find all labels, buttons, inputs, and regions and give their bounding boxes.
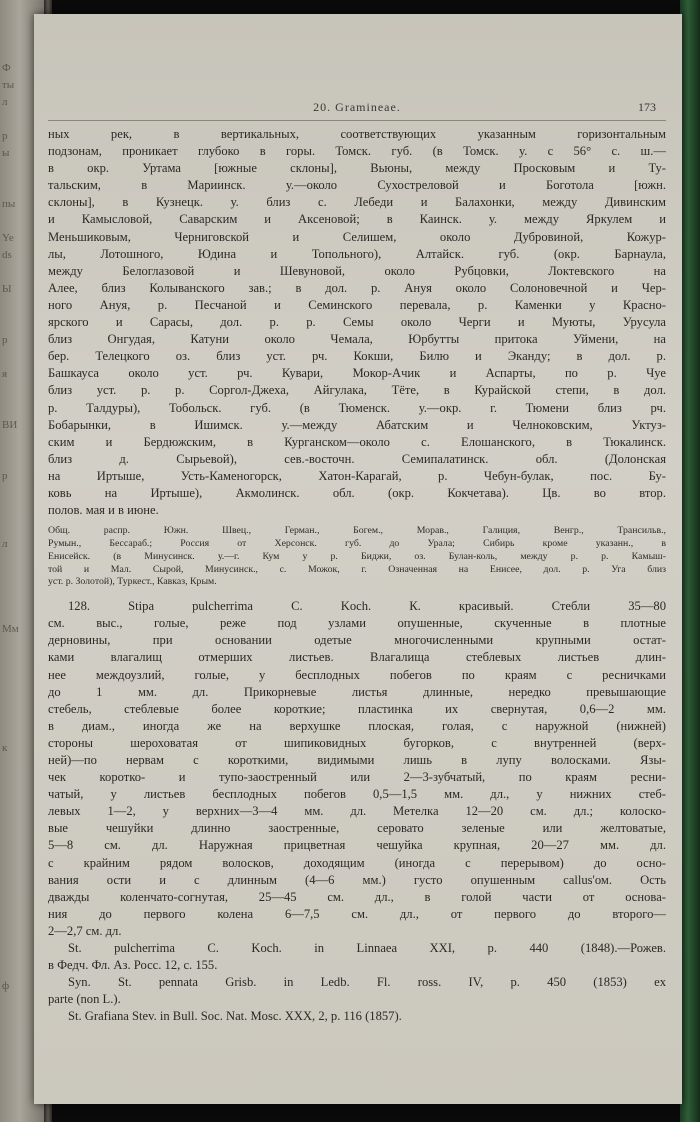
text-line: Алее, близ Колыванского зав.; в дол. р. Ануя около Солоновечной и Чер-: [48, 280, 666, 295]
left-page-fragment: ds: [2, 249, 12, 261]
species-entry: [48, 598, 666, 940]
text-line: ковь на Иртыше), Акмолинск. обл. (окр. Кокчетава). Цв. во втор.: [48, 485, 666, 500]
text-line: ским и Бердюжским, в Курганском—около с. Елошанского, в Тюкалинск.: [48, 434, 666, 449]
text-line: близ Онгудая, Катуни около Чемала, Юрбутты притока Уймени, на: [48, 332, 666, 347]
entry-line: нее междоузлий, голые, у бесплодных побегов по краям с ресничками: [48, 667, 666, 682]
left-page-fragment: р: [2, 130, 8, 142]
reference-line: St. Grafiana Stev. in Bull. Soc. Nat. Mosc. XXX, 2, p. 116 (1857).: [68, 1009, 402, 1024]
distribution-line: той и Мал. Сырой, Минусинск., с. Можок, г. Означенная на Енисее, дол. р. Уга близ: [48, 563, 666, 575]
text-line: ярского и Сарасы, дол. р. р. Семы около Черги и Муюты, Урусула: [48, 315, 666, 330]
text-line: лы, Лотошного, Юдина и Топольного), Алтайск. губ. (окр. Барнаула,: [48, 246, 666, 261]
reference-line: Syn. St. pennata Grisb. in Ledb. Fl. ross. IV, p. 450 (1853) ex: [68, 975, 666, 990]
text-line: Башкауса около уст. рч. Кувари, Мокор-Ачик и Аспарты, по р. Чуе: [48, 366, 666, 381]
section-title: 20. Gramineae.: [313, 100, 401, 114]
entry-line: ней)—по нервам с короткими, видимыми лишь в лупу волосками. Язы-: [48, 752, 666, 767]
left-page-fragment: пы: [2, 198, 16, 210]
text-line: бер. Телецкого оз. близ уст. рч. Кокши, Билю и Эканду; в дол. р.: [48, 349, 666, 364]
book-cover-edge: [680, 0, 700, 1122]
text-line: ных рек, в вертикальных, соответствующих указанным горизонтальным: [48, 127, 666, 141]
left-page-fragment: ф: [2, 980, 10, 992]
entry-line: в диам., иногда же на верхушке плоская, голая, с наружной (нижней): [48, 718, 666, 733]
distribution-note: [48, 525, 666, 589]
left-page-fragment: к: [2, 742, 8, 754]
text-line: Меньшиковым, Черниговской и Селишем, около Дубровиной, Кожур-: [48, 229, 666, 244]
entry-line: 5—8 см. дл. Наружная прицветная чешуйка крупная, 20—27 мм. дл.: [48, 838, 666, 853]
entry-line: см. выс., голые, реже под узлами опушенные, скученные в плотные: [48, 616, 666, 631]
entry-line: вые чешуйки длинно заостренные, серовато зеленые или желтоватые,: [48, 821, 666, 836]
entry-line: вания ости и с длинным (4—6 мм.) густо опушенным callus'ом. Ость: [48, 872, 666, 887]
text-line: и Камысловой, Саварским и Аксеновой; в Каинск. у. между Яркулем и: [48, 212, 666, 227]
text-line: близ д. Сырьевой), сев.-восточн. Семипалатинск. обл. (Долонская: [48, 451, 666, 466]
references: [48, 940, 666, 1025]
entry-line: дважды коленчато-согнутая, 25—45 см. дл., в голой части от основа-: [48, 889, 666, 904]
distribution-line: Енисейск. (в Минусинск. у.—г. Кум у р. Биджи, оз. Булан-коль, между р. р. Камыш-: [48, 550, 666, 562]
reference-line: St. pulcherrima C. Koch. in Linnaea XXI, p. 440 (1848).—Рожев.: [68, 941, 666, 956]
text-line: в окр. Уртама [южные склоны], Вьюны, между Просковым и Ту-: [48, 161, 666, 176]
left-page-fragment: Ы: [2, 283, 12, 295]
left-page-fragment: Мм: [2, 623, 19, 635]
left-page-fragment: р: [2, 470, 8, 482]
text-line: склоны], в Кузнецк. у. близ с. Лебеди и Балахонки, между Дивинским: [48, 195, 666, 210]
entry-line: с крайним рядом волосков, доходящим (иногда с перерывом) до осно-: [48, 855, 666, 870]
entry-line: дерновины, при основании одетые многочисленными крупными остат-: [48, 633, 666, 648]
text-line: подзонам, проникает глубоко в горы. Томск. губ. (в Томск. у. с 56° с. ш.—: [48, 144, 666, 159]
entry-line: стебель, стеблевые более короткие; пластинка их свернутая, 0,6—2 мм.: [48, 701, 666, 716]
left-page-fragment: л: [2, 538, 8, 550]
left-page-fragment: л: [2, 96, 8, 108]
left-page-fragment: Ye: [2, 232, 14, 244]
left-page-fragment: ВИ: [2, 419, 18, 431]
distribution-line: Румын., Бессараб.; Россия от Херсонск. губ. до Урала; Сибирь кроме указанн., в: [48, 537, 666, 549]
reference-line: в Федч. Фл. Аз. Росс. 12, с. 155.: [48, 958, 218, 973]
text-line: ного Ануя, р. Песчаной и Семинского перевала, р. Каменки у Красно-: [48, 297, 666, 312]
distribution-line: Общ. распр. Южн. Швец., Герман., Богем., Морав., Галиция, Венгр., Трансильв.,: [48, 525, 666, 537]
left-page-fragment: я: [2, 368, 8, 380]
left-page-fragment: ы: [2, 147, 10, 159]
entry-line: стороны шероховатая от шипиковидных бугорков, с внутренней (верх-: [48, 735, 666, 750]
entry-line: до 1 мм. дл. Прикорневые листья длинные, нередко превышающие: [48, 684, 666, 699]
left-page-fragment: р: [2, 334, 8, 346]
left-page-fragment: Ф: [2, 62, 11, 74]
text-line: Бобарынки, в Ишимск. у.—между Абатским и Челноковским, Уктуз-: [48, 417, 666, 432]
text-line: на Иртыше, Усть-Каменогорск, Хатон-Карагай, р. Чебун-булак, пос. Бу-: [48, 468, 666, 483]
left-page-fragment: ты: [2, 79, 15, 91]
text-line: р. Талдуры), Тобольск. губ. (в Тюменск. у.—окр. г. Тюмени близ рч.: [48, 400, 666, 415]
running-header: [48, 100, 666, 121]
text-line: тальским, в Мариинск. у.—около Сухостреловой и Боготола [южн.: [48, 178, 666, 193]
text-line: между Белоглазовой и Шевуновой, около Рубцовки, Локтевского на: [48, 263, 666, 278]
entry-line: чек коротко- и тупо-заостренный или 2—3-зубчатый, по краям ресни-: [48, 770, 666, 785]
distribution-line: уст. р. Золотой), Туркест., Кавказ, Крым.: [48, 576, 217, 588]
entry-line: чатый, у листьев бесплодных побегов 0,5—1,5 мм. дл., у нижних стеб-: [48, 787, 666, 802]
reference-line: parte (non L.).: [48, 992, 121, 1007]
text-line: близ уст. р. р. Соргол-Джеха, Айгулака, Тёте, в Курайской степи, в дол.: [48, 383, 666, 398]
page-number: 173: [638, 100, 656, 114]
habitat-paragraph: [48, 126, 666, 519]
entry-line: 2—2,7 см. дл.: [48, 923, 122, 938]
book-page: [34, 14, 682, 1104]
entry-line: ния до первого колена 6—7,5 см. дл., от первого до второго—: [48, 906, 666, 921]
text-line: полов. мая и в июне.: [48, 503, 159, 518]
entry-line: 128. Stipa pulcherrima C. Koch. К. красивый. Стебли 35—80: [68, 599, 666, 614]
entry-line: левых 1—2, у верхних—3—4 мм. дл. Метелка 12—20 см. дл.; колоско-: [48, 804, 666, 819]
page-body: [48, 126, 666, 1025]
entry-line: ками влагалищ отмерших листьев. Влагалища стеблевых листьев длин-: [48, 650, 666, 665]
